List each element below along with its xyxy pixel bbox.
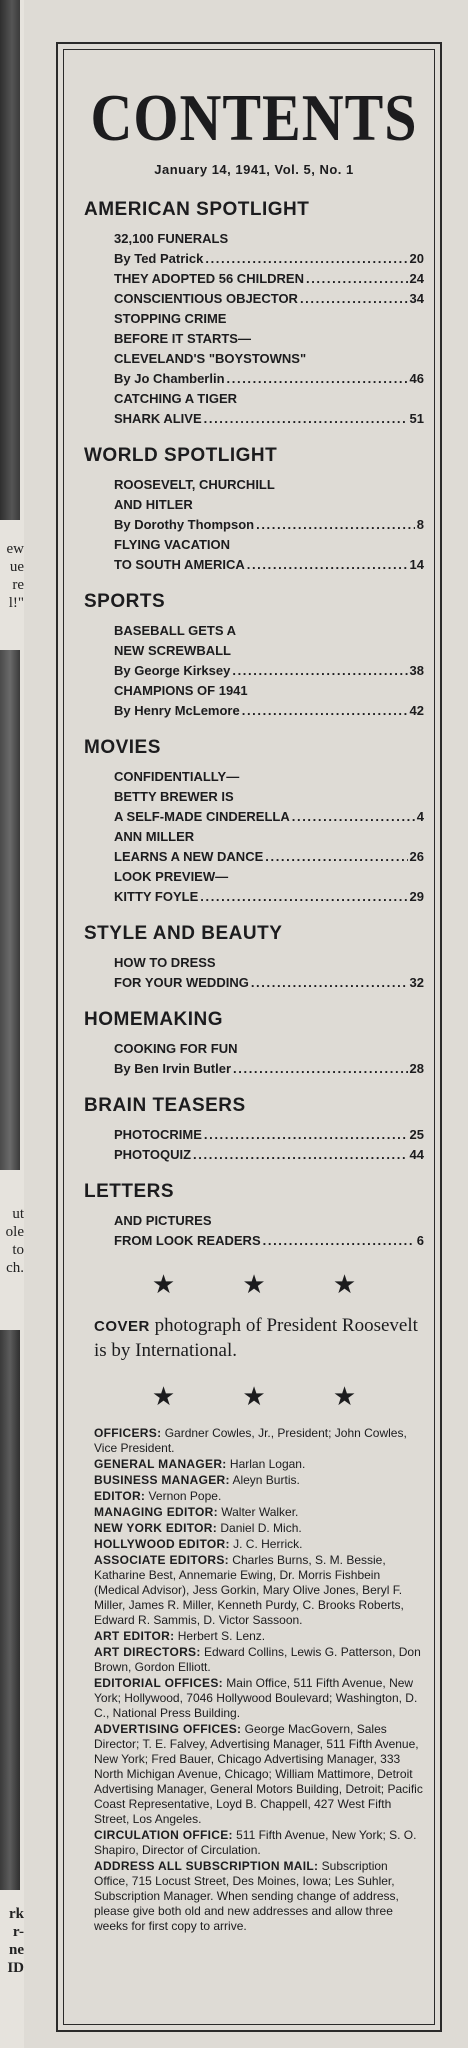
staff-entry <box>94 1521 424 1536</box>
toc-line-text: KITTY FOYLE <box>114 889 199 904</box>
section-entries <box>114 1039 424 1079</box>
toc-line <box>114 535 424 555</box>
section-title: LETTERS <box>84 1181 175 1202</box>
staff-text: Harlan Logan. <box>226 1457 306 1471</box>
section-title: BRAIN TEASERS <box>84 1095 246 1116</box>
toc-line[interactable] <box>114 1231 424 1251</box>
toc-line-text: PHOTOCRIME <box>114 1127 202 1142</box>
contents-panel <box>84 80 424 1935</box>
toc-line-text: CONFIDENTIALLY— <box>114 769 240 784</box>
toc-line <box>114 495 424 515</box>
toc-line-text: CLEVELAND'S "BOYSTOWNS" <box>114 351 307 366</box>
toc-line-text: SHARK ALIVE <box>114 411 202 426</box>
toc-line-text: FROM LOOK READERS <box>114 1233 261 1248</box>
toc-line <box>114 787 424 807</box>
staff-text: J. C. Herrick. <box>229 1537 303 1551</box>
toc-line-text: BETTY BREWER IS <box>114 789 234 804</box>
toc-line <box>114 389 424 409</box>
dot-leader <box>205 249 407 269</box>
staff-text: Herbert S. Lenz. <box>174 1629 266 1643</box>
toc-line[interactable] <box>114 515 424 535</box>
toc-line-text: By Ben Irvin Butler <box>114 1061 232 1076</box>
staff-entry <box>94 1505 424 1520</box>
cover-credit <box>94 1314 424 1363</box>
staff-entry <box>94 1553 424 1628</box>
dot-leader <box>242 701 408 721</box>
page-number: 51 <box>409 411 424 426</box>
toc-line-text: By Ted Patrick <box>114 251 204 266</box>
toc-line[interactable] <box>114 269 424 289</box>
section-title: HOMEMAKING <box>84 1009 224 1030</box>
toc-line[interactable] <box>114 409 424 429</box>
toc-line-text: A SELF-MADE CINDERELLA <box>114 809 290 824</box>
toc-line-text: HOW TO DRESS <box>114 955 216 970</box>
page-number: 4 <box>416 809 424 824</box>
staff-label: BUSINESS MANAGER: <box>94 1473 230 1487</box>
toc-line[interactable] <box>114 807 424 827</box>
toc-line <box>114 621 424 641</box>
adjacent-page-strip <box>0 0 24 2048</box>
staff-label: EDITORIAL OFFICES: <box>94 1676 223 1690</box>
section-title: SPORTS <box>84 591 166 612</box>
toc-line[interactable] <box>114 369 424 389</box>
toc-line[interactable] <box>114 249 424 269</box>
dot-leader <box>233 1059 408 1079</box>
toc-line[interactable] <box>114 847 424 867</box>
toc-line-text: By Jo Chamberlin <box>114 371 225 386</box>
toc-line <box>114 1039 424 1059</box>
dot-leader <box>251 973 408 993</box>
toc-line <box>114 309 424 329</box>
dot-leader <box>265 847 407 867</box>
page-number: 29 <box>409 889 424 904</box>
staff-text: Subscription Office, 715 Locust Street, Des Moines, Iowa; Les Suhler, Subscription Manager. When sending change of address, please give both old and new addresses and allow three weeks for first copy to arrive. <box>94 1859 399 1933</box>
staff-label: HOLLYWOOD EDITOR: <box>94 1537 230 1551</box>
toc-line-text: By Dorothy Thompson <box>114 517 255 532</box>
section <box>84 1009 424 1079</box>
page-number: 32 <box>409 975 424 990</box>
staff-label: EDITOR: <box>94 1489 146 1503</box>
toc-line-text: ANN MILLER <box>114 829 195 844</box>
page-number: 34 <box>409 291 424 306</box>
toc-line[interactable] <box>114 289 424 309</box>
toc-line-text: By Henry McLemore <box>114 703 240 718</box>
adjacent-photo <box>0 0 20 520</box>
section-list <box>84 199 424 1251</box>
section-entries <box>114 1211 424 1251</box>
dot-leader <box>200 887 407 907</box>
staff-text: Walter Walker. <box>217 1505 299 1519</box>
adjacent-photo <box>0 650 20 1170</box>
page-number: 25 <box>409 1127 424 1142</box>
toc-line-text: 32,100 FUNERALS <box>114 231 229 246</box>
adjacent-text-fragment: ew ue re l!" <box>6 541 24 611</box>
page-number: 42 <box>409 703 424 718</box>
section <box>84 737 424 907</box>
section-title: MOVIES <box>84 737 161 758</box>
dot-leader <box>227 369 408 389</box>
toc-line <box>114 827 424 847</box>
staff-label: NEW YORK EDITOR: <box>94 1521 218 1535</box>
page-number: 14 <box>409 557 424 572</box>
page-number: 24 <box>409 271 424 286</box>
page-number: 44 <box>409 1147 424 1162</box>
toc-line-text: PHOTOQUIZ <box>114 1147 192 1162</box>
star-divider: ★ ★ ★ <box>151 1381 387 1411</box>
section <box>84 591 424 721</box>
toc-line-text: AND PICTURES <box>114 1213 212 1228</box>
adjacent-text-fragment: ut ole to ch. <box>5 1206 24 1276</box>
toc-line[interactable] <box>114 1059 424 1079</box>
toc-line[interactable] <box>114 661 424 681</box>
staff-text: Gardner Cowles, Jr., President; John Cowles, Vice President. <box>94 1426 407 1455</box>
toc-line[interactable] <box>114 887 424 907</box>
toc-line-text: CONSCIENTIOUS OBJECTOR <box>114 291 298 306</box>
toc-line <box>114 229 424 249</box>
toc-line-text: TO SOUTH AMERICA <box>114 557 245 572</box>
staff-text: Edward Collins, Lewis G. Patterson, Don Brown, Gordon Elliott. <box>94 1645 421 1674</box>
staff-entry <box>94 1828 424 1858</box>
staff-text: Vernon Pope. <box>145 1489 222 1503</box>
adjacent-photo <box>0 1330 20 1890</box>
dot-leader <box>204 409 408 429</box>
staff-text: George MacGovern, Sales Director; T. E. Falvey, Advertising Manager, 511 Fifth Avenue, New York; Fred Bauer, Chicago Advertising Manager, 333 North Michigan Avenue, Chicago; William Mattimore, Detroit Advertising Manager, General Motors Building, Detroit; Pacific Coast Representative, Loyd B. Chappell, 427 West Fifth Street, Los Angeles. <box>94 1722 423 1826</box>
page-number: 46 <box>409 371 424 386</box>
toc-line-text: AND HITLER <box>114 497 193 512</box>
section-title: WORLD SPOTLIGHT <box>84 445 278 466</box>
page-number: 8 <box>416 517 424 532</box>
staff-label: ADDRESS ALL SUBSCRIPTION MAIL: <box>94 1859 319 1873</box>
cover-text: photograph of President Roosevelt is by International. <box>94 1315 418 1361</box>
staff-entry <box>94 1859 424 1934</box>
toc-line-text: CHAMPIONS OF 1941 <box>114 683 248 698</box>
toc-line-text: NEW SCREWBALL <box>114 643 231 658</box>
toc-line-text: BEFORE IT STARTS— <box>114 331 251 346</box>
toc-line <box>114 681 424 701</box>
staff-label: ART EDITOR: <box>94 1629 175 1643</box>
toc-line <box>114 1211 424 1231</box>
section-title: AMERICAN SPOTLIGHT <box>84 199 310 220</box>
dot-leader <box>300 289 408 309</box>
toc-line <box>114 953 424 973</box>
staff-text: 511 Fifth Avenue, New York; S. O. Shapiro, Director of Circulation. <box>94 1828 417 1857</box>
staff-entry <box>94 1473 424 1488</box>
section <box>84 923 424 993</box>
toc-line-text: CATCHING A TIGER <box>114 391 238 406</box>
section-entries <box>114 229 424 429</box>
section-title: STYLE AND BEAUTY <box>84 923 283 944</box>
page-number: 6 <box>416 1233 424 1248</box>
staff-label: GENERAL MANAGER: <box>94 1457 227 1471</box>
toc-line[interactable] <box>114 1125 424 1145</box>
toc-line[interactable] <box>114 555 424 575</box>
toc-line-text: LOOK PREVIEW— <box>114 869 229 884</box>
toc-line-text: COOKING FOR FUN <box>114 1041 238 1056</box>
section-entries <box>114 953 424 993</box>
toc-line-text: THEY ADOPTED 56 CHILDREN <box>114 271 304 286</box>
dot-leader <box>232 661 407 681</box>
staff-label: MANAGING EDITOR: <box>94 1505 218 1519</box>
section-entries <box>114 621 424 721</box>
page-number: 26 <box>409 849 424 864</box>
staff-label: ASSOCIATE EDITORS: <box>94 1553 229 1567</box>
dot-leader <box>306 269 408 289</box>
staff-entry <box>94 1537 424 1552</box>
toc-line[interactable] <box>114 701 424 721</box>
staff-text: Daniel D. Mich. <box>217 1521 302 1535</box>
dot-leader <box>256 515 415 535</box>
toc-line <box>114 867 424 887</box>
dot-leader <box>204 1125 408 1145</box>
section <box>84 199 424 429</box>
dot-leader <box>292 807 415 827</box>
page-number: 28 <box>409 1061 424 1076</box>
section <box>84 1181 424 1251</box>
staff-entry <box>94 1489 424 1504</box>
section <box>84 445 424 575</box>
staff-entry <box>94 1645 424 1675</box>
staff-entry <box>94 1676 424 1721</box>
adjacent-text-fragment: rk r- ne ID <box>7 1906 24 1976</box>
toc-line <box>114 475 424 495</box>
cover-keyword: COVER <box>94 1318 150 1335</box>
page-title: CONTENTS <box>90 80 418 155</box>
toc-line <box>114 641 424 661</box>
page-number: 38 <box>409 663 424 678</box>
toc-line-text: STOPPING CRIME <box>114 311 227 326</box>
toc-line-text: FLYING VACATION <box>114 537 231 552</box>
staff-entry <box>94 1629 424 1644</box>
dot-leader <box>263 1231 415 1251</box>
staff-label: ART DIRECTORS: <box>94 1645 201 1659</box>
toc-line <box>114 349 424 369</box>
section-entries <box>114 767 424 907</box>
section-entries <box>114 475 424 575</box>
staff-label: CIRCULATION OFFICE: <box>94 1828 233 1842</box>
staff-entry <box>94 1426 424 1456</box>
star-divider: ★ ★ ★ <box>151 1269 387 1299</box>
staff-label: OFFICERS: <box>94 1426 162 1440</box>
toc-line <box>114 767 424 787</box>
staff-entry <box>94 1457 424 1472</box>
issue-dateline: January 14, 1941, Vol. 5, No. 1 <box>154 162 354 177</box>
toc-line <box>114 329 424 349</box>
section-entries <box>114 1125 424 1165</box>
toc-line-text: By George Kirksey <box>114 663 231 678</box>
section <box>84 1095 424 1165</box>
toc-line-text: BASEBALL GETS A <box>114 623 237 638</box>
staff-text: Charles Burns, S. M. Bessie, Katharine Best, Annemarie Ewing, Dr. Morris Fishbein (Medical Advisor), Jess Gorkin, Mary Olive Jones, Beryl F. Miller, James R. Miller, Kenneth Purdy, C. Brooks Roberts, Edward R. Sammis, D. Victor Sassoon. <box>94 1553 404 1627</box>
dot-leader <box>247 555 408 575</box>
staff-entry <box>94 1722 424 1827</box>
toc-line[interactable] <box>114 1145 424 1165</box>
toc-line-text: FOR YOUR WEDDING <box>114 975 249 990</box>
staff-text: Aleyn Burtis. <box>229 1473 300 1487</box>
toc-line-text: LEARNS A NEW DANCE <box>114 849 264 864</box>
toc-line[interactable] <box>114 973 424 993</box>
staff-text: Main Office, 511 Fifth Avenue, New York; Hollywood, 7046 Hollywood Boulevard; Washington, D. C., National Press Building. <box>94 1676 418 1720</box>
page-number: 20 <box>409 251 424 266</box>
staff-label: ADVERTISING OFFICES: <box>94 1722 242 1736</box>
toc-line-text: ROOSEVELT, CHURCHILL <box>114 477 275 492</box>
staff-masthead <box>94 1426 424 1934</box>
dot-leader <box>193 1145 407 1165</box>
